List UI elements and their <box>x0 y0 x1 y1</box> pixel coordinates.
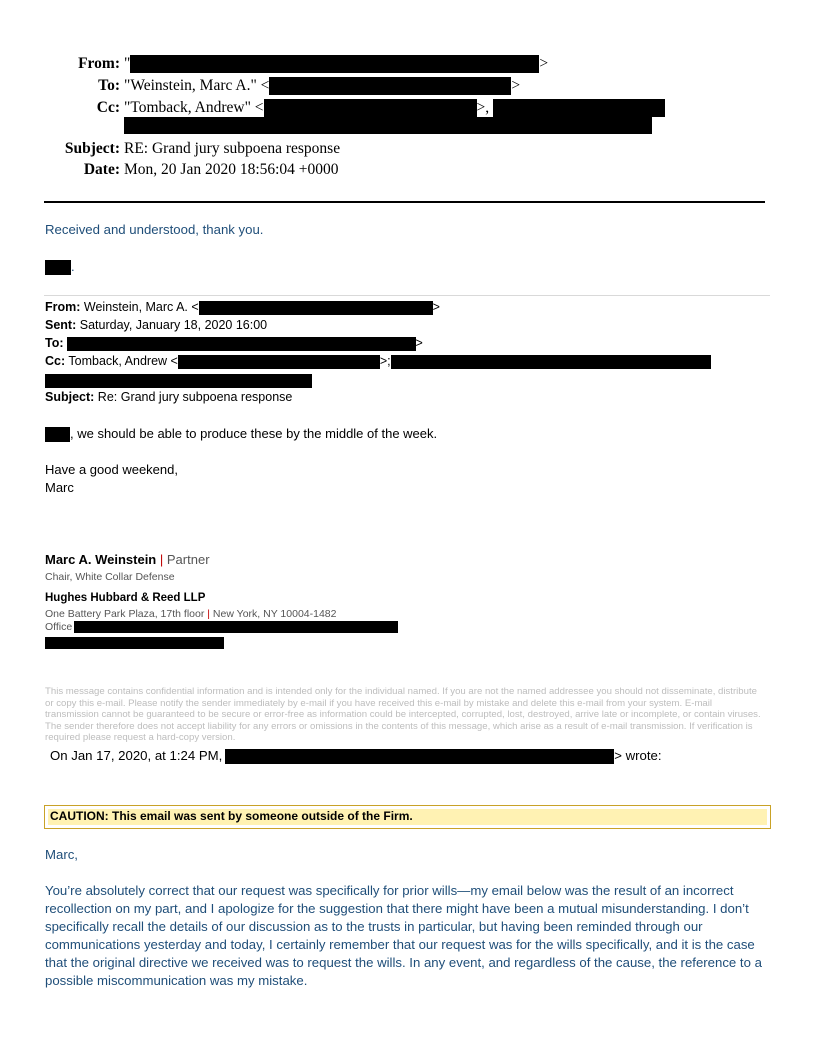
redaction-box <box>199 301 433 315</box>
signature-separator: | <box>159 552 164 567</box>
quote-header-prefix: On Jan 17, 2020, at 1:24 PM, <box>50 748 223 763</box>
redaction-box <box>67 337 416 351</box>
from-prefix: " <box>124 55 131 72</box>
legal-disclaimer: This message contains confidential information and is intended only for the individual named. If you are not the named addressee you should not disseminate, distribute or copy this e-mail. Please notify the sender immediately by e-mail if you have received this e-mail by mistake and delete this e-mail from your system. E-mail transmission cannot be guaranteed to be secure or error-free as information could be intercepted, corrupted, lost, destroyed, arrive late or incomplete, or contain viruses. The sender therefore does not accept liability for any errors or omissions in the contents of this message, which arise as a result of e-mail transmission. If verification is required please request a hard-copy version. <box>45 686 761 744</box>
to-label: To: <box>98 77 120 94</box>
redaction-box <box>264 99 477 117</box>
redaction-box <box>225 749 614 764</box>
date-label: Date: <box>83 161 120 178</box>
fwd-from-value: Weinstein, Marc A. < <box>83 300 199 314</box>
signature-city: New York, NY 10004-1482 <box>212 608 337 620</box>
signature-address-separator: | <box>207 608 210 620</box>
fwd-cc <box>45 354 711 369</box>
cc-suffix: >, <box>476 99 490 116</box>
fwd-subject-value: Re: Grand jury subpoena response <box>97 390 293 404</box>
quote-header-suffix: > wrote: <box>614 748 662 763</box>
signature-title: Chair, White Collar Defense <box>45 571 175 583</box>
redaction-box <box>124 117 652 134</box>
caution-text: CAUTION: This email was sent by someone outside of the Firm. <box>48 809 767 825</box>
fwd-to-suffix: > <box>415 336 423 350</box>
redaction-box <box>45 260 71 275</box>
to-name: "Weinstein, Marc A." < <box>124 77 270 94</box>
fwd-sent-value: Saturday, January 18, 2020 16:00 <box>79 318 268 332</box>
header-divider <box>44 201 765 203</box>
from-value <box>124 53 548 74</box>
fwd-closing: Have a good weekend, <box>45 462 178 477</box>
redaction-box <box>269 77 511 95</box>
reply-text: Received and understood, thank you. <box>45 222 264 237</box>
from-suffix: > <box>539 55 549 72</box>
signature-role: Partner <box>166 552 210 567</box>
reply-signoff <box>45 259 75 275</box>
fwd-name: Marc <box>45 480 74 495</box>
fwd-cc-suffix: >; <box>379 354 391 368</box>
fwd-sent <box>45 318 267 332</box>
fwd-subject <box>45 390 292 404</box>
fwd-from-label: From: <box>45 300 81 314</box>
redaction-box <box>178 355 380 369</box>
from-label: From: <box>78 55 120 72</box>
fwd-body-text: , we should be able to produce these by the middle of the week. <box>70 426 438 441</box>
redaction-box <box>45 374 312 388</box>
cc-label: Cc: <box>96 99 120 116</box>
fwd-to <box>45 336 423 351</box>
signature-name: Marc A. Weinstein <box>45 552 157 567</box>
signature-firm: Hughes Hubbard & Reed LLP <box>45 592 206 604</box>
to-value <box>124 75 520 96</box>
quoted-paragraph: You’re absolutely correct that our request was specifically for prior wills—my email below was the result of an incorrect recollection on my part, and I apologize for the suggestion that there might have been a mutual misunderstanding. I don’t specifically recall the details of our discussion as to the trusts in particular, but having been reminded through our communications yesterday and today, I certainly remember that our request was for the wills specifically, and it is the case that the original directive we received was to request the wills. In any event, and regardless of the cause, the reference to a possible miscommunication was my mistake. <box>45 883 762 988</box>
redaction-box <box>45 637 224 649</box>
fwd-body-line <box>45 426 437 442</box>
redaction-box <box>493 99 665 117</box>
signature-office-label: Office <box>45 621 73 633</box>
quote-header <box>50 748 662 764</box>
fwd-cc-value: Tomback, Andrew < <box>68 354 178 368</box>
signature-name-line <box>45 552 210 567</box>
to-suffix: > <box>511 77 521 94</box>
cc-value <box>124 97 665 118</box>
message-divider <box>44 295 770 296</box>
date-value: Mon, 20 Jan 2020 18:56:04 +0000 <box>124 161 339 178</box>
redaction-box <box>74 621 398 633</box>
signature-office-line <box>45 621 398 633</box>
fwd-cc-label: Cc: <box>45 354 66 368</box>
redaction-box <box>130 55 539 73</box>
fwd-to-label: To: <box>45 336 64 350</box>
cc-name: "Tomback, Andrew" < <box>124 99 264 116</box>
fwd-from-suffix: > <box>432 300 440 314</box>
signature-address-line <box>45 608 336 620</box>
email-header <box>0 0 816 200</box>
fwd-sent-label: Sent: <box>45 318 77 332</box>
fwd-from <box>45 300 440 315</box>
subject-value: RE: Grand jury subpoena response <box>124 140 341 157</box>
reply-signoff-suffix: . <box>71 259 75 274</box>
fwd-subject-label: Subject: <box>45 390 95 404</box>
redaction-box <box>45 427 70 442</box>
subject-label: Subject: <box>64 140 120 157</box>
redaction-box <box>391 355 711 369</box>
signature-address: One Battery Park Plaza, 17th floor <box>45 608 205 620</box>
caution-banner <box>44 805 771 829</box>
quoted-greeting: Marc, <box>45 847 78 862</box>
